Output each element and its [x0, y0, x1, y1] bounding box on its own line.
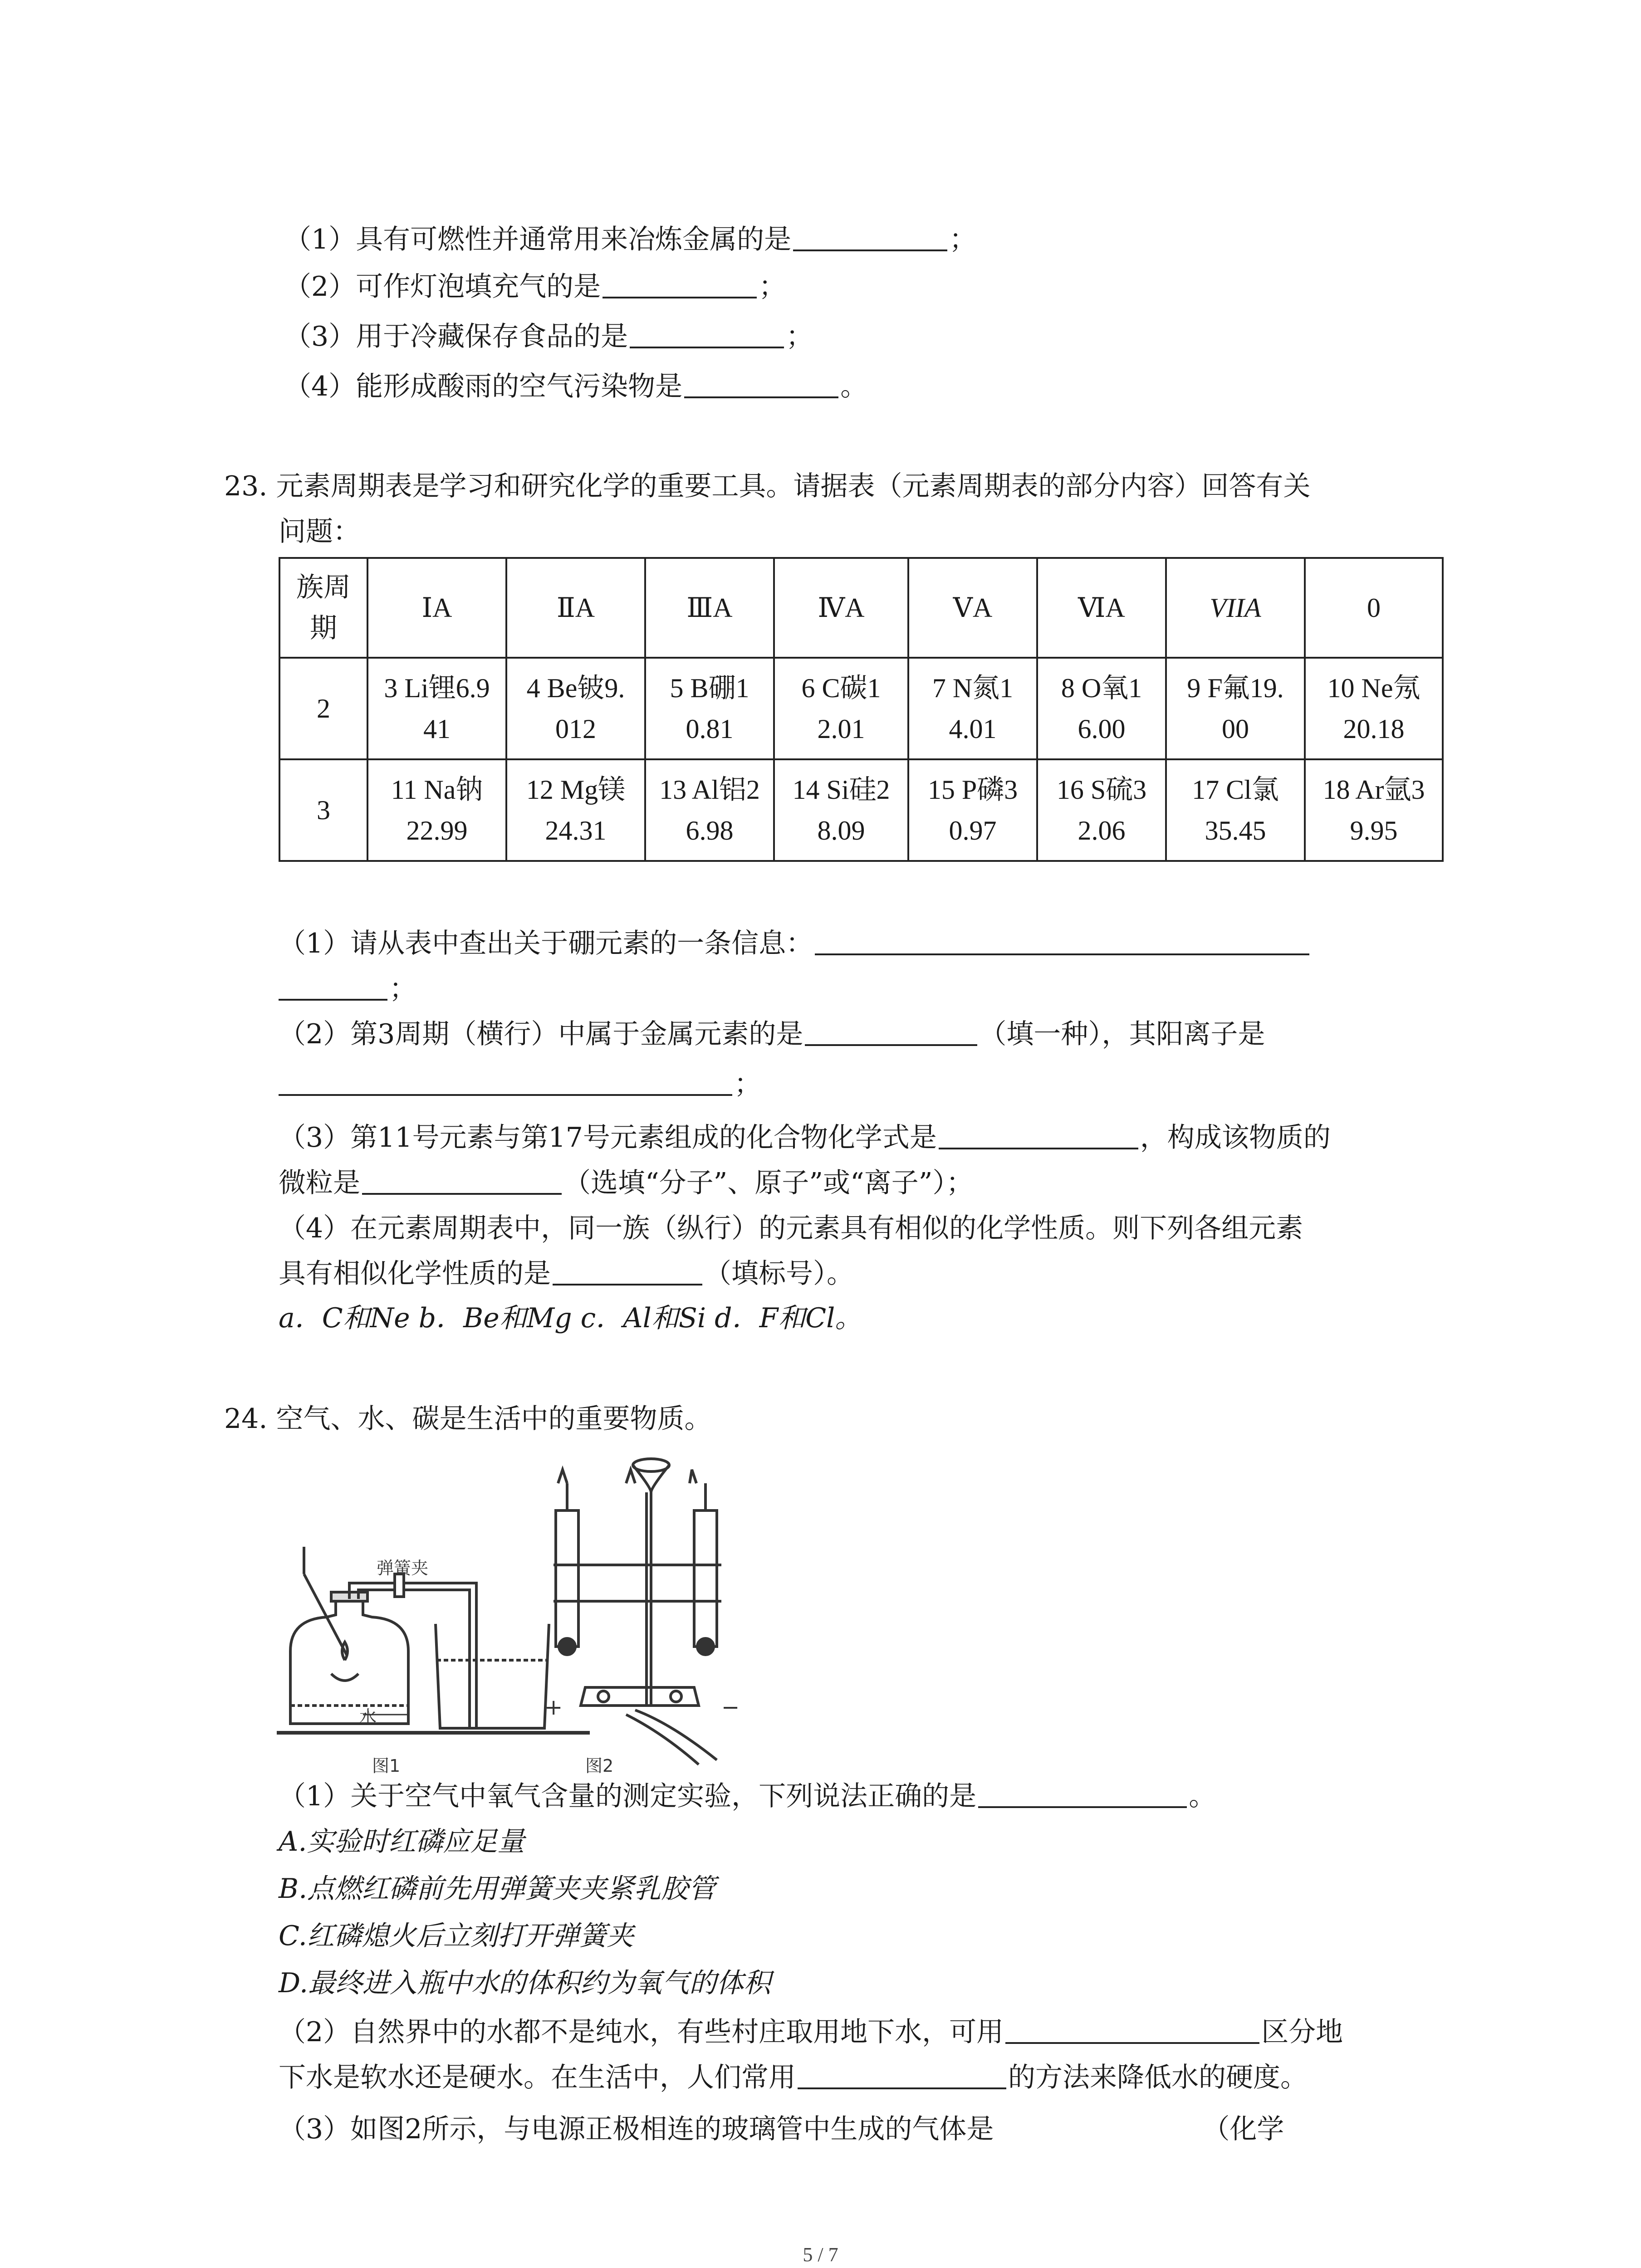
cell-line2: 0.97	[949, 816, 997, 846]
element-cell	[506, 658, 645, 759]
answer-blank[interactable]	[553, 1256, 702, 1286]
answer-blank[interactable]	[630, 319, 784, 348]
element-cell	[908, 658, 1037, 759]
q22-item-1-text: （1）具有可燃性并通常用来冶炼金属的是	[284, 224, 792, 255]
group-header: VIIA	[1166, 558, 1305, 658]
table-row	[279, 759, 1443, 861]
q22-item-3-text: （3）用于冷藏保存食品的是	[284, 321, 628, 352]
q23-stem-line2: 问题：	[279, 516, 360, 547]
q23-stem-line1: 23. 元素周期表是学习和研究化学的重要工具。请据表（元素周期表的部分内容）回答有关	[224, 470, 1311, 502]
q24-p2-text-c: 下水是软水还是硬水。在生活中，人们常用	[279, 2062, 796, 2093]
q23-p1	[279, 925, 1311, 962]
cell-line2: 2.01	[817, 714, 865, 744]
cell-line1: 16 S硫3	[1056, 775, 1147, 805]
q23-p3-text-d: （选填“分子”、原子”或“离子”）；	[563, 1167, 974, 1199]
q23-p2	[279, 1016, 1265, 1052]
q24-p2	[279, 2014, 1343, 2050]
answer-blank[interactable]	[279, 1067, 732, 1096]
periodic-table	[279, 557, 1444, 862]
q24-p1-text: （1）关于空气中氧气含量的测定实验，下列说法正确的是	[279, 1780, 977, 1812]
q24-option-d: D.最终进入瓶中水的体积约为氧气的体积	[279, 1967, 771, 1999]
q24-p3	[279, 2111, 1284, 2147]
element-cell	[774, 658, 908, 759]
element-cell	[1037, 658, 1166, 759]
q22-item-3	[284, 318, 813, 355]
answer-blank[interactable]	[1005, 2015, 1259, 2044]
q22-item-1-end: ；	[949, 224, 977, 255]
q23-p3-text-c: 微粒是	[279, 1167, 360, 1199]
cell-line1: 14 Si硅2	[792, 775, 890, 805]
q24-option-b: B.点燃红磷前先用弹簧夹夹紧乳胶管	[279, 1873, 716, 1905]
q23-p1-cont	[279, 971, 416, 1007]
q22-item-3-end: ；	[786, 321, 813, 352]
q24-p2-cont	[279, 2059, 1308, 2096]
q23-p1-end: ；	[389, 973, 416, 1005]
q23-p2-text: （2）第3周期（横行）中属于金属元素的是	[279, 1018, 803, 1050]
q22-item-1	[284, 221, 976, 258]
element-cell	[1166, 759, 1305, 861]
cell-line1: 6 C碳1	[801, 673, 881, 703]
answer-blank[interactable]	[939, 1120, 1138, 1149]
answer-blank[interactable]	[603, 269, 757, 298]
period-cell: 3	[279, 759, 367, 861]
cell-line1: 8 O氧1	[1061, 673, 1142, 703]
cell-line2: 35.45	[1205, 816, 1266, 846]
fig2-plus-label: +	[544, 1695, 563, 1720]
element-cell	[1166, 658, 1305, 759]
answer-blank[interactable]	[279, 972, 387, 1001]
group-header: ⅠA	[367, 558, 506, 658]
cell-line2: 9.95	[1350, 816, 1398, 846]
q22-item-4-text: （4）能形成酸雨的空气污染物是	[284, 371, 683, 402]
cell-line2: 2.06	[1078, 816, 1126, 846]
element-cell	[1037, 759, 1166, 861]
q24-p2-text: （2）自然界中的水都不是纯水，有些村庄取用地下水，可用	[279, 2016, 1004, 2048]
q23-p3	[279, 1119, 1331, 1156]
fig1-clamp-label: 弹簧夹	[377, 1558, 429, 1578]
element-cell	[1305, 759, 1443, 861]
cell-line2: 012	[555, 714, 596, 744]
corner-line2: 期	[310, 613, 337, 643]
q23-p3-cont	[279, 1165, 973, 1201]
element-cell	[645, 658, 774, 759]
q24-p2-text-d: 的方法来降低水的硬度。	[1008, 2062, 1308, 2093]
cell-line1: 17 Cl氯	[1192, 775, 1279, 805]
element-cell	[1305, 658, 1443, 759]
answer-blank[interactable]	[362, 1166, 562, 1195]
q22-item-2-end: ；	[759, 271, 786, 303]
q24-stem: 24. 空气、水、碳是生活中的重要物质。	[224, 1403, 712, 1435]
q24-option-c: C.红磷熄火后立刻打开弹簧夹	[279, 1920, 634, 1952]
answer-blank[interactable]	[684, 369, 838, 398]
q23-p4-text-c: （填标号）。	[704, 1258, 854, 1290]
group-header: ⅤA	[908, 558, 1037, 658]
answer-blank[interactable]	[798, 2060, 1006, 2089]
q23-p3-text: （3）第11号元素与第17号元素组成的化合物化学式是	[279, 1122, 937, 1154]
q24-p2-text-b: 区分地	[1261, 2016, 1343, 2048]
cell-line1: 15 P磷3	[927, 775, 1018, 805]
cell-line1: 12 Mg镁	[526, 775, 626, 805]
q22-item-2	[284, 269, 786, 305]
q24-p3-text-b: （化学	[1202, 2113, 1284, 2145]
cell-line1: 5 B硼1	[670, 673, 749, 703]
cell-line2: 00	[1222, 714, 1249, 744]
cell-line1: 3 Li锂6.9	[384, 673, 490, 703]
cell-line1: 4 Be铍9.	[526, 673, 625, 703]
q23-p1-text: （1）请从表中查出关于硼元素的一条信息：	[279, 928, 813, 959]
fig2-minus-label: −	[721, 1695, 740, 1720]
cell-line1: 7 N氮1	[932, 673, 1014, 703]
element-cell	[645, 759, 774, 861]
element-cell	[506, 759, 645, 861]
answer-blank[interactable]	[815, 926, 1309, 955]
group-header: ⅥA	[1037, 558, 1166, 658]
fig1-water-label: 水	[359, 1707, 377, 1727]
q23-p4: （4）在元素周期表中，同一族（纵行）的元素具有相似的化学性质。则下列各组元素	[279, 1212, 1303, 1244]
q24-p1-end: 。	[1189, 1780, 1216, 1812]
group-header: 0	[1305, 558, 1443, 658]
cell-line2: 4.01	[949, 714, 997, 744]
cell-line2: 8.09	[817, 816, 865, 846]
corner-line1: 族周	[296, 572, 351, 602]
group-header: ⅡA	[506, 558, 645, 658]
cell-line2: 22.99	[406, 816, 468, 846]
fig2-caption: 图2	[585, 1756, 614, 1776]
element-cell	[367, 658, 506, 759]
element-cell	[908, 759, 1037, 861]
cell-line2: 6.98	[686, 816, 734, 846]
page-number: 5 / 7	[803, 2244, 838, 2266]
table-row	[279, 658, 1443, 759]
q22-item-4	[284, 368, 867, 405]
q23-p3-text-b: ，构成该物质的	[1140, 1122, 1331, 1154]
q23-p4-text-b: 具有相似化学性质的是	[279, 1258, 551, 1290]
figure-2	[535, 1452, 730, 1769]
cell-line2: 0.81	[686, 714, 734, 744]
q24-p1	[279, 1778, 1216, 1814]
q24-p3-text: （3）如图2所示，与电源正极相连的玻璃管中生成的气体是	[279, 2113, 994, 2145]
element-cell	[367, 759, 506, 861]
q24-option-a: A.实验时红磷应足量	[279, 1826, 525, 1857]
cell-line1: 11 Na钠	[391, 775, 483, 805]
q23-p2-text-b: （填一种），其阳离子是	[979, 1018, 1265, 1050]
cell-line1: 9 F氟19.	[1187, 673, 1284, 703]
period-cell: 2	[279, 658, 367, 759]
cell-line1: 10 Ne氖	[1327, 673, 1421, 703]
group-header: ⅣA	[774, 558, 908, 658]
cell-line1: 18 Ar氩3	[1323, 775, 1425, 805]
q23-options: a．C和Ne b．Be和Mg c．Al和Si d．F和Cl。	[279, 1302, 862, 1334]
q23-p4-cont	[279, 1256, 854, 1292]
cell-line2: 20.18	[1343, 714, 1405, 744]
q23-p2-end: ；	[734, 1068, 761, 1100]
cell-line1: 13 Al铝2	[659, 775, 760, 805]
answer-blank[interactable]	[978, 1779, 1187, 1808]
cell-line2: 6.00	[1078, 714, 1126, 744]
table-header-row	[279, 558, 1443, 658]
answer-blank[interactable]	[805, 1017, 977, 1046]
cell-line2: 24.31	[545, 816, 607, 846]
group-header: ⅢA	[645, 558, 774, 658]
fig1-caption: 图1	[372, 1756, 401, 1776]
corner-cell	[279, 558, 367, 658]
q22-item-2-text: （2）可作灯泡填充气的是	[284, 271, 601, 303]
element-cell	[774, 759, 908, 861]
cell-line2: 41	[423, 714, 451, 744]
q23-p2-cont	[279, 1066, 761, 1102]
answer-blank[interactable]	[793, 222, 947, 251]
q22-item-4-end: 。	[840, 371, 868, 402]
